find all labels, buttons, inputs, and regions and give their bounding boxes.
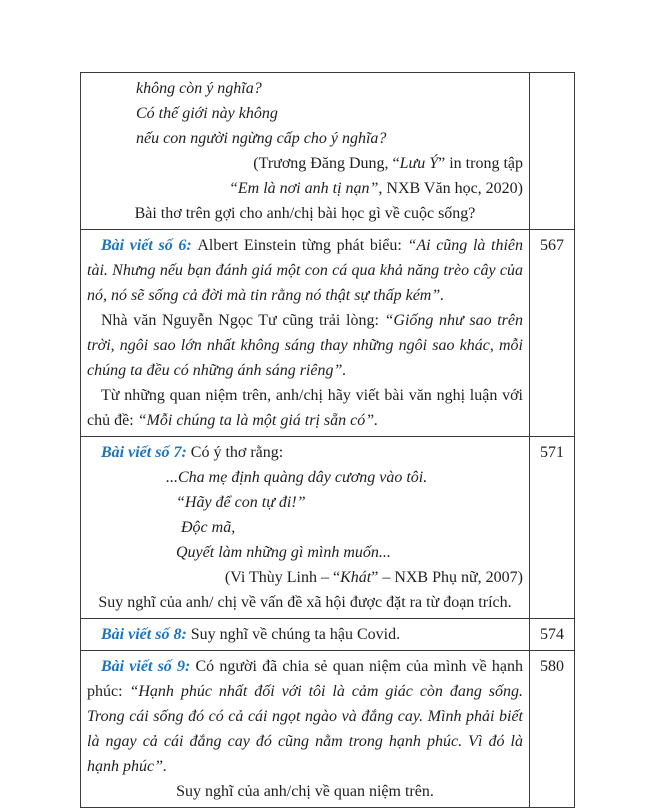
text-segment: Suy nghĩ của anh/chị về quan niệm trên. [176, 783, 434, 800]
text-segment: (Trương Đăng Dung, “ [253, 155, 400, 172]
exercise-cell [81, 230, 530, 437]
poem-line [136, 76, 523, 101]
text-segment: ” in trong tập [438, 155, 523, 172]
table-row-bai-viet-so-9 [81, 651, 575, 808]
exercise-label: Bài viết số 6: [101, 237, 198, 254]
text-segment: Khát [340, 569, 372, 586]
page-number: 574 [530, 619, 575, 651]
page-number [530, 73, 575, 230]
text-segment: “Em là nơi anh tị nạn” [228, 180, 379, 197]
page-number: 567 [530, 230, 575, 437]
poem-line [136, 126, 523, 151]
poem-line [181, 515, 523, 540]
text-segment: ” – NXB Phụ nữ, 2007) [371, 569, 523, 586]
text-segment: Suy nghĩ về chúng ta hậu Covid. [190, 626, 401, 643]
prompt-line [87, 201, 523, 226]
text-segment: Nhà văn Nguyễn Ngọc Tư cũng trải lòng: [101, 312, 385, 329]
text-segment: ...Cha mẹ định quàng dây cương vào tôi. [166, 469, 428, 486]
poem-line [176, 490, 523, 515]
exercise-label: Bài viết số 8: [101, 626, 191, 643]
text-segment: không còn ý nghĩa? [136, 80, 262, 97]
prompt-line [87, 779, 523, 804]
paragraph [87, 383, 523, 433]
paragraph [87, 308, 523, 383]
table-row-poem-continuation [81, 73, 575, 230]
text-segment: Có thế giới này không [136, 105, 278, 122]
text-segment: , NXB Văn học, 2020) [378, 180, 523, 197]
text-segment: Albert Einstein từng phát biểu: [197, 237, 408, 254]
table-row-bai-viet-so-6 [81, 230, 575, 437]
text-segment: “Hạnh phúc nhất đối với tôi là cảm giác còn đang sống. Trong cái sống đó có cả cái ngọt ngào và đắng cay. Mình phải biết là ngay cả cái đắng cay đó cũng nằm trong hạnh phúc. Vì đó là hạnh phúc”. [87, 683, 523, 775]
text-segment: “Giống như sao trên trời, ngôi sao lớn nhất không sáng thay những ngôi sao khác, mỗi chúng ta đều có những ánh sáng riêng”. [87, 312, 524, 379]
text-segment: (Vi Thùy Linh – “ [224, 569, 341, 586]
text-segment: “Hãy để con tự đi!” [176, 494, 306, 511]
text-segment: Lưu Ý [399, 155, 439, 172]
toc-table [80, 72, 575, 808]
citation-line [87, 151, 523, 176]
poem-line [136, 101, 523, 126]
text-segment: Bài thơ trên gợi cho anh/chị bài học gì về cuộc sống? [134, 205, 476, 222]
exercise-cell [81, 437, 530, 619]
paragraph [87, 654, 523, 779]
text-segment: Có người đã chia sẻ quan niệm của mình về hạnh phúc: [87, 658, 523, 700]
paragraph [87, 233, 523, 308]
exercise-label: Bài viết số 9: [101, 658, 196, 675]
exercise-cell [81, 651, 530, 808]
page-number: 580 [530, 651, 575, 808]
exercise-label: Bài viết số 7: [101, 444, 191, 461]
citation-line [87, 176, 523, 201]
text-segment: Từ những quan niệm trên, anh/chị hãy viết bài văn nghị luận với chủ đề: [87, 387, 523, 429]
exercise-cell [81, 73, 530, 230]
text-segment: Có ý thơ rằng: [190, 444, 284, 461]
toc-table-body [81, 73, 575, 808]
text-segment: Suy nghĩ của anh/ chị về vấn đề xã hội được đặt ra từ đoạn trích. [98, 594, 512, 611]
table-row-bai-viet-so-7 [81, 437, 575, 619]
text-segment: Quyết làm những gì mình muốn... [176, 544, 391, 561]
prompt-line [87, 590, 523, 615]
paragraph [87, 440, 523, 465]
page-number: 571 [530, 437, 575, 619]
poem-line [166, 465, 523, 490]
text-segment: “Ai cũng là thiên tài. Nhưng nếu bạn đánh giá một con cá qua khả năng trèo cây của nó, nó sẽ sống cả đời mà tin rằng nó thật sự thấp kém”. [87, 237, 524, 304]
text-segment: “Mỗi chúng ta là một giá trị sẵn có”. [137, 412, 379, 429]
citation-line [87, 565, 523, 590]
paragraph [87, 622, 523, 647]
text-segment: nếu con người ngừng cấp cho ý nghĩa? [136, 130, 387, 147]
poem-line [176, 540, 523, 565]
text-segment: Độc mã, [181, 519, 236, 536]
table-row-bai-viet-so-8 [81, 619, 575, 651]
exercise-cell [81, 619, 530, 651]
